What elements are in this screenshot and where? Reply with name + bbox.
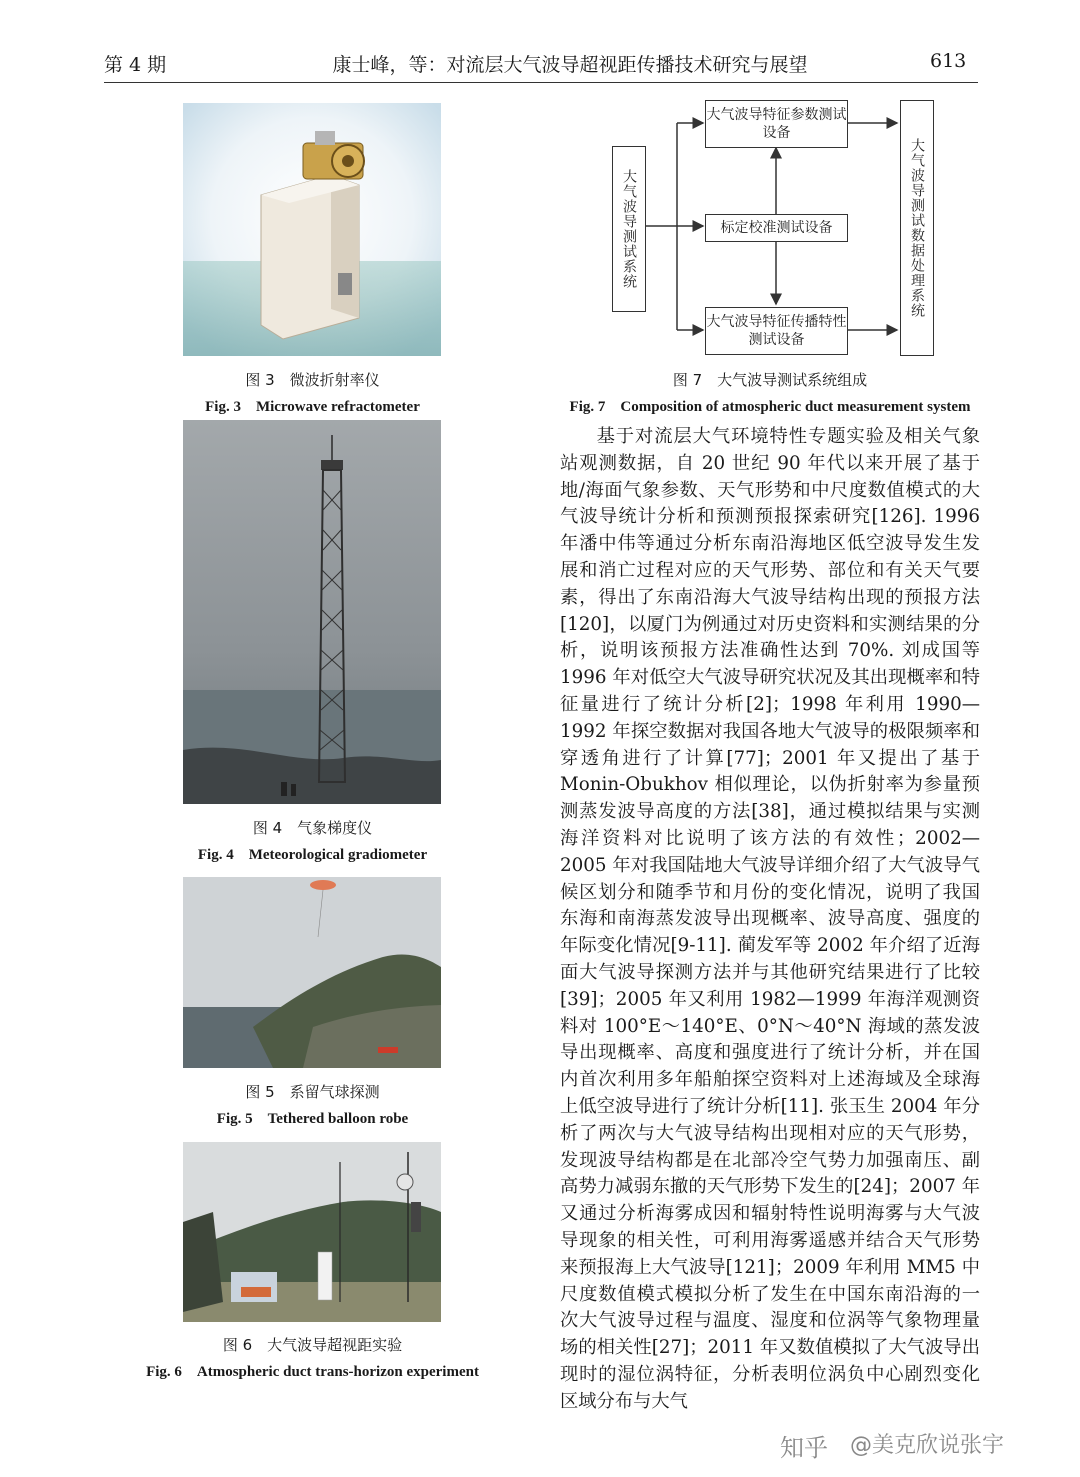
issue-label: 第 4 期 [104,54,167,76]
fig4-caption-cn: 图 4 气象梯度仪 [252,819,373,837]
fig5-caption-cn: 图 5 系留气球探测 [245,1083,380,1101]
fig6-caption-en: Fig. 6 Atmospheric duct trans-horizon experiment [146,1364,479,1380]
fig7-caption-en: Fig. 7 Composition of atmospheric duct measurement system [569,399,971,415]
fig6-caption-cn: 图 6 大气波导超视距实验 [222,1336,403,1354]
fig5-photo [183,877,441,1068]
running-title: 康士峰，等：对流层大气波导超视距传播技术研究与展望 [332,54,808,76]
fig7-node-calibration-device: 标定校准测试设备 [705,214,848,242]
fig7-caption-cn: 图 7 大气波导测试系统组成 [672,371,868,389]
fig3-caption-en: Fig. 3 Microwave refractometer [205,399,420,415]
fig3-caption-cn: 图 3 微波折射率仪 [245,371,380,389]
body-text [560,424,980,1415]
watermark-author: @美克欣说张宇 [850,1433,1005,1458]
fig4-caption-en: Fig. 4 Meteorological gradiometer [197,847,428,863]
fig7-node-propagation-device: 大气波导特征传播特性测试设备 [705,307,848,355]
fig7-node-parameter-device: 大气波导特征参数测试设备 [705,100,848,148]
fig4-photo [183,420,441,804]
fig6-photo [183,1142,441,1322]
fig7-node-data-processing: 大气波导测试数据处理系统 [900,100,934,356]
watermark-site: 知乎 [780,1434,828,1462]
fig3-photo [183,103,441,356]
header-rule [104,82,978,83]
fig7-node-measurement-system: 大气波导测试系统 [612,146,646,312]
fig5-caption-en: Fig. 5 Tethered balloon robe [216,1111,409,1127]
body-paragraph: 基于对流层大气环境特性专题实验及相关气象站观测数据，自 20 世纪 90 年代以来开展了基于地/海面气象参数、天气形势和中尺度数值模式的大气波导统计分析和预测预报探索研究[126]. 1996 年潘中伟等通过分析东南沿海地区低空波导发生发展和消亡过程对应的天气形势、部位和有关天气要素，得出了东南沿海大气波导结构出现的预报方法[120]，以厦门为例通过对历史资料和实测结果的分析，说明该预报方法准确性达到 70%. 刘成国等 1996 年对低空大气波导研究状况及其出现概率和特征量进行了统计分析[2]；1998 年利用 1990—1992 年探空数据对我国各地大气波导的极限频率和穿透角进行了计算[77]；2001 年又提出了基于 Monin-Obukhov 相似理论，以伪折射率为参量预测蒸发波导高度的方法[38]，通过模拟结果与实测海洋资料对比说明了该方法的有效性；2002—2005 年对我国陆地大气波导详细介绍了大气波导气候区划分和随季节和月份的变化情况，说明了我国东海和南海蒸发波导出现概率、波导高度、强度的年际变化情况[9-11]. 蔺发军等 2002 年介绍了近海面大气波导探测方法并与其他研究结果进行了比较[39]；2005 年又利用 1982—1999 年海洋观测资料对 100°E～140°E、0°N～40°N 海域的蒸发波导出现概率、高度和强度进行了统计分析，并在国内首次利用多年船舶探空资料对上述海域及全球海上低空波导进行了统计分析[11]. 张玉生 2004 年分析了两次与大气波导结构出现相对应的天气形势，发现波导结构都是在北部冷空气势力加强南压、副高势力减弱东撤的天气形势下发生的[24]；2007 年又通过分析海雾成因和辐射特性说明海雾与大气波导现象的相关性，可利用海雾遥感并结合天气形势来预报海上大气波导[121]；2009 年利用 MM5 中尺度数值模式模拟分析了发生在中国东南沿海的一次大气波导过程与温度、湿度和位涡等气象物理量场的相关性[27]；2011 年又数值模拟了大气波导出现时的湿位涡特征，分析表明位涡负中心剧烈变化区域分布与大气 [560,426,980,1412]
fig7-diagram [590,90,950,360]
page-number: 613 [930,50,967,72]
